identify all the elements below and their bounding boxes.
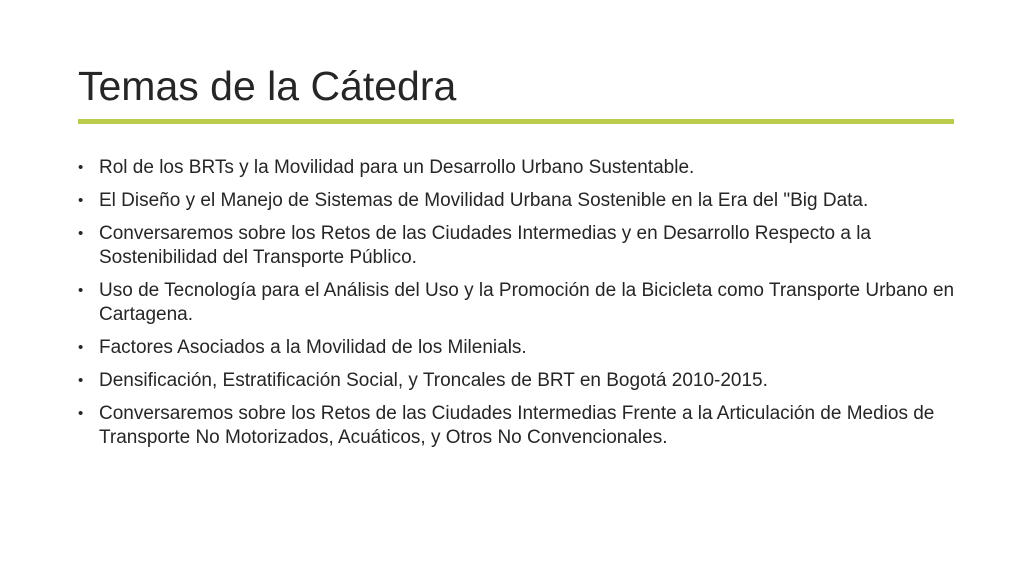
title-underline	[78, 119, 954, 124]
list-item	[78, 222, 958, 270]
bullet-text: Factores Asociados a la Movilidad de los Milenials.	[99, 337, 527, 358]
slide-title: Temas de la Cátedra	[78, 63, 457, 109]
bullet-text: Conversaremos sobre los Retos de las Ciudades Intermedias Frente a la Articulación de Medios de Transporte No Motorizados, Acuáticos, y Otros No Convencionales.	[99, 403, 935, 448]
list-item	[78, 189, 958, 213]
bullet-icon: •	[78, 225, 84, 242]
bullet-text: Densificación, Estratificación Social, y Troncales de BRT en Bogotá 2010-2015.	[99, 370, 768, 391]
list-item	[78, 279, 958, 327]
bullet-text: Conversaremos sobre los Retos de las Ciudades Intermedias y en Desarrollo Respecto a la Sostenibilidad del Transporte Público.	[99, 223, 871, 268]
bullet-list	[78, 156, 958, 459]
list-item	[78, 156, 958, 180]
list-item	[78, 402, 958, 450]
bullet-text: Rol de los BRTs y la Movilidad para un Desarrollo Urbano Sustentable.	[99, 157, 695, 178]
bullet-icon: •	[78, 192, 84, 209]
bullet-icon: •	[78, 282, 84, 299]
list-item	[78, 336, 958, 360]
bullet-icon: •	[78, 339, 84, 356]
bullet-text: El Diseño y el Manejo de Sistemas de Movilidad Urbana Sostenible en la Era del "Big Data.	[99, 190, 869, 211]
bullet-text: Uso de Tecnología para el Análisis del Uso y la Promoción de la Bicicleta como Transporte Urbano en Cartagena.	[99, 280, 955, 325]
list-item	[78, 369, 958, 393]
bullet-icon: •	[78, 372, 84, 389]
bullet-icon: •	[78, 405, 84, 422]
bullet-icon: •	[78, 159, 84, 176]
